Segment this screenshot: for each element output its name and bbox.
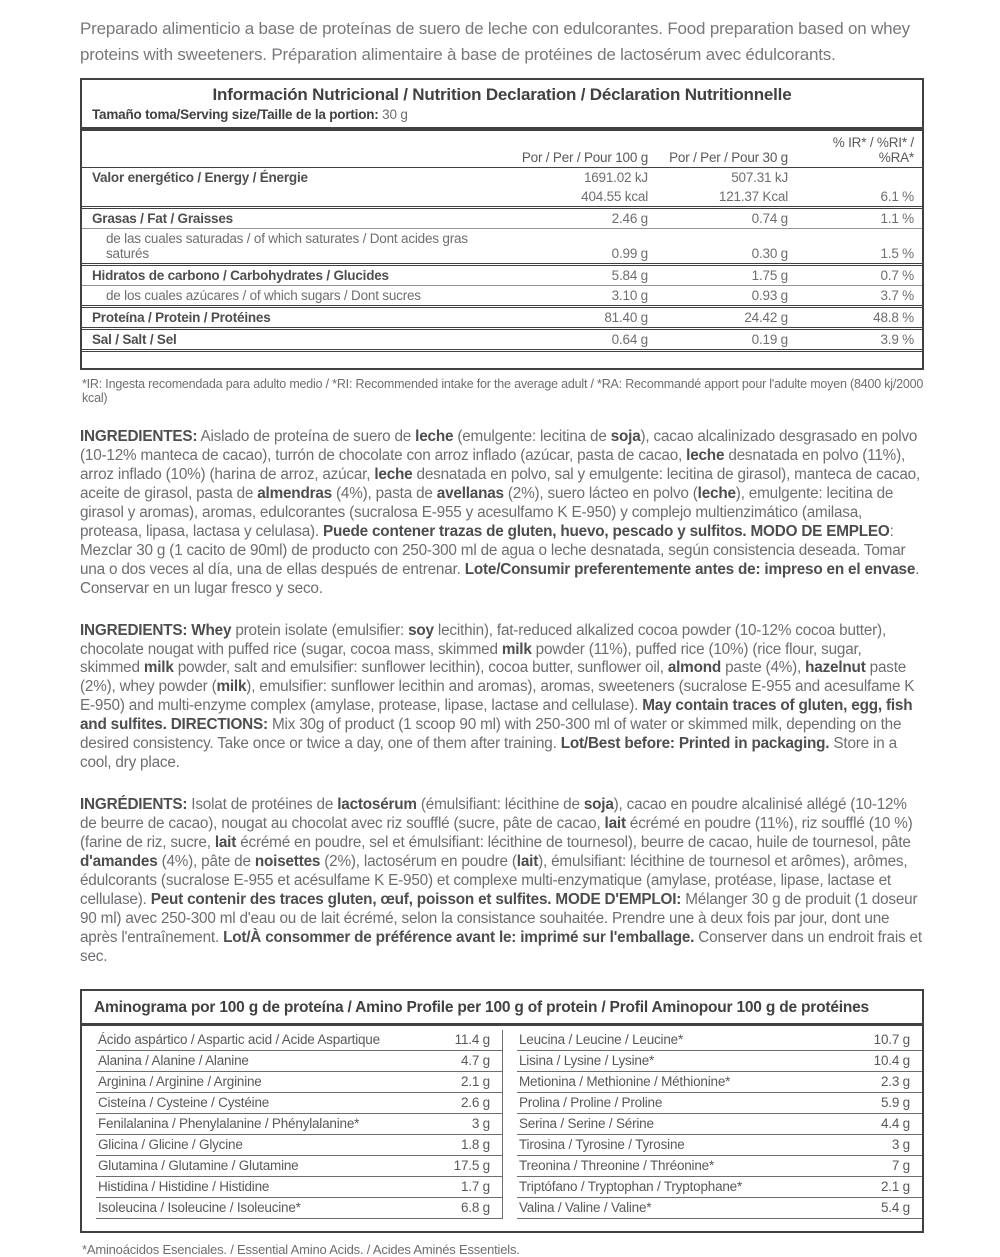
amino-columns [82, 1026, 922, 1231]
nutrient-value: 0.93 g [751, 288, 788, 303]
amino-name: Valina / Valine / Valine* [519, 1200, 652, 1216]
nutrient-value: 3.7 % [880, 288, 914, 303]
amino-row [96, 1030, 502, 1051]
amino-value: 3 g [471, 1116, 490, 1132]
essential-amino-footnote: *Aminoácidos Esenciales. / Essential Amino Acids. / Acides Aminés Essentiels. [82, 1241, 520, 1257]
amino-value: 1.7 g [460, 1179, 490, 1195]
amino-name: Glutamina / Glutamine / Glutamine [98, 1158, 299, 1174]
ingredients-en: INGREDIENTS: Whey protein isolate (emulsifier: soy lecithin), fat-reduced alkalized cocoa powder (10-12% cocoa butter), chocolate nougat with puffed rice (sugar, cocoa mass, skimmed milk powder (11%), puffed rice (10%) (rice flour, sugar, skimmed milk powder, salt and emulsifier: sunflower lecithin), cocoa butter, sunflower oil, almond paste (4%), hazelnut paste (2%), whey powder (milk), emulsifier: sunflower lecithin and aromas), aromas, sweeteners (sucralose E-955 and acesulfame K E-950) and multi-enzyme complex (amylase, protease, lipase, lactase and cellulase). May contain traces of gluten, egg, fish and sulfites. DIRECTIONS: Mix 30g of product (1 scoop 90 ml) with 250-300 ml of water or skimmed milk, depending on the desired consistency. Take once or twice a day, one of them after training. Lot/Best before: Printed in packaging. Store in a cool, dry place. [80, 621, 915, 772]
amino-name: Treonina / Threonine / Thréonine* [519, 1158, 715, 1174]
nutrition-table [80, 78, 924, 370]
amino-row [96, 1177, 502, 1198]
amino-row [517, 1093, 922, 1114]
nutrition-table-title: Información Nutricional / Nutrition Declaration / Déclaration Nutritionnelle [212, 85, 792, 104]
nutrient-value: 48.8 % [873, 310, 914, 325]
nutrient-value: 6.1 % [880, 189, 914, 204]
ingredients-fr: INGRÉDIENTS: Isolat de protéines de lactosérum (émulsifiant: lécithine de soja), cacao en poudre alcalinisé allégé (10-12% de beurre de cacao), nougat au chocolat avec riz soufflé (sucre, pâte de cacao, lait écrémé en poudre (11%), riz soufflé (10 %) (farine de riz, sucre, lait écrémé en poudre, sel et émulsifiant: lécithine de tournesol), beurre de cacao, huile de tournesol, pâte d'amandes (4%), pâte de noisettes (2%), lactosérum en poudre (lait), émulsifiant: lécithine de tournesol et arômes), arômes, édulcorants (sucralose E-955 et acésulfame K E-950) et complexe multi-enzymatique (amylase, protéase, lipase, lactase et cellulase). Peut contenir des traces gluten, œuf, poisson et sulfites. MODE D'EMPLOI: Mélanger 30 g de produit (1 doseur 90 ml) avec 250-300 ml d'eau ou de lait écrémé, selon la consistance souhaitée. Prendre une à deux fois par jour, dont une après l'entraînement. Lot/À consommer de préférence avant le: imprimé sur l'emballage. Conserver dans un endroit frais et sec. [80, 796, 922, 965]
amino-name: Triptófano / Tryptophan / Tryptophane* [519, 1179, 743, 1195]
nutrient-label: de las cuales saturadas / of which saturates / Dont acides gras saturés [106, 231, 468, 261]
amino-value: 4.4 g [880, 1116, 910, 1132]
amino-profile-table [80, 989, 924, 1233]
amino-column-left [82, 1030, 502, 1219]
nutrition-row [82, 327, 922, 349]
amino-name: Prolina / Proline / Proline [519, 1095, 663, 1111]
nutrient-value: 507.31 kJ [731, 170, 788, 185]
product-description: Preparado alimenticio a base de proteínas de suero de leche con edulcorantes. Food preparation based on whey proteins with sweeteners. Préparation alimentaire à base de protéines de lactosérum avec édulcorants. [80, 19, 910, 64]
nutrient-value: 81.40 g [604, 310, 648, 325]
amino-name: Metionina / Methionine / Méthionine* [519, 1074, 731, 1090]
amino-row [96, 1156, 502, 1177]
serving-size-label: Tamaño toma/Serving size/Taille de la portion: [92, 107, 379, 122]
nutrient-value: 404.55 kcal [581, 189, 648, 204]
amino-row [517, 1051, 922, 1072]
amino-row [96, 1051, 502, 1072]
amino-name: Isoleucina / Isoleucine / Isoleucine* [98, 1200, 301, 1216]
nutrient-value: 2.46 g [611, 211, 648, 226]
amino-value: 4.7 g [460, 1053, 490, 1069]
amino-row [517, 1177, 922, 1198]
nutrient-value: 0.19 g [751, 332, 788, 347]
nutrient-value: 5.84 g [611, 268, 648, 283]
amino-value: 2.1 g [880, 1179, 910, 1195]
nutrition-columns-header [82, 131, 922, 167]
nutrition-row [82, 187, 922, 206]
amino-row [517, 1156, 922, 1177]
nutrition-rows [82, 167, 922, 368]
amino-row [517, 1114, 922, 1135]
amino-value: 11.4 g [454, 1032, 490, 1048]
nutrient-value: 1.1 % [880, 211, 914, 226]
nutrient-label: Proteína / Protein / Protéines [92, 310, 271, 325]
amino-name: Alanina / Alanine / Alanine [98, 1053, 249, 1069]
nutrient-value: 0.7 % [880, 268, 914, 283]
amino-name: Leucina / Leucine / Leucine* [519, 1032, 684, 1048]
nutrient-value: 1.5 % [880, 246, 914, 261]
nutrition-row [82, 167, 922, 187]
amino-row [517, 1030, 922, 1051]
amino-value: 5.9 g [880, 1095, 910, 1111]
amino-name: Glicina / Glicine / Glycine [98, 1137, 243, 1153]
amino-row [96, 1072, 502, 1093]
amino-value: 3 g [891, 1137, 910, 1153]
serving-size-line [82, 107, 922, 131]
nutrient-value: 0.74 g [751, 211, 788, 226]
nutrient-label: Grasas / Fat / Graisses [92, 211, 233, 226]
nutrient-value: 0.30 g [751, 246, 788, 261]
nutrient-label: Sal / Salt / Sel [92, 332, 177, 347]
amino-row [517, 1198, 922, 1219]
amino-column-right [502, 1030, 922, 1219]
amino-value: 5.4 g [880, 1200, 910, 1216]
nutrient-value: 121.37 Kcal [718, 189, 788, 204]
amino-name: Arginina / Arginine / Arginine [98, 1074, 262, 1090]
amino-name: Lisina / Lysine / Lysine* [519, 1053, 655, 1069]
column-per-100g: Por / Per / Pour 100 g [521, 150, 648, 165]
amino-row [96, 1198, 502, 1219]
amino-name: Ácido aspártico / Aspartic acid / Acide Aspartique [98, 1032, 380, 1048]
amino-name: Tirosina / Tyrosine / Tyrosine [519, 1137, 685, 1153]
amino-name: Cisteína / Cysteine / Cystéine [98, 1095, 270, 1111]
nutrient-value: 1.75 g [751, 268, 788, 283]
column-per-30g: Por / Per / Pour 30 g [669, 150, 788, 165]
amino-value: 10.4 g [873, 1053, 910, 1069]
column-ri-percent: % IR* / %RI* / %RA* [832, 135, 914, 165]
ri-footnote: *IR: Ingesta recomendada para adulto medio / *RI: Recommended intake for the average adult / *RA: Recommandé apport pour l'adulte moyen (8400 kj/2000 kcal) [82, 377, 924, 405]
amino-row [96, 1114, 502, 1135]
ingredients-es: INGREDIENTES: Aislado de proteína de suero de leche (emulgente: lecitina de soja), cacao alcalinizado desgrasado en polvo (10-12% manteca de cacao), turrón de chocolate con arroz inflado (azúcar, pasta de cacao, leche desnatada en polvo (11%), arroz inflado (10%) (harina de arroz, azúcar, leche desnatada en polvo, sal y emulgente: lecitina de girasol), manteca de cacao, aceite de girasol, pasta de almendras (4%), pasta de avellanas (2%), suero lácteo en polvo (leche), emulgente: lecitina de girasol y aromas), aromas, edulcorantes (sucralosa E-955 y acesulfamo K E-950) y complejo multienzimático (amilasa, proteasa, lipasa, lactasa y celulasa). Puede contener trazas de gluten, huevo, pescado y sulfitos. MODO DE EMPLEO: Mezclar 30 g (1 cacito de 90ml) de producto con 250-300 ml de agua o leche desnatada, según consistencia deseada. Tomar una o dos veces al día, una de ellas después de entrenar. Lote/Consumir preferentemente antes de: impreso en el envase. Conservar en un lugar fresco y seco. [80, 428, 921, 597]
amino-row [96, 1093, 502, 1114]
amino-row [517, 1135, 922, 1156]
nutrition-row [82, 263, 922, 285]
nutrition-table-bottom-rule [82, 349, 922, 368]
amino-value: 6.8 g [460, 1200, 490, 1216]
serving-size-value: 30 g [382, 107, 408, 122]
nutrition-row [82, 228, 922, 263]
amino-name: Serina / Serine / Sérine [519, 1116, 654, 1132]
nutrient-value: 3.9 % [880, 332, 914, 347]
nutrition-row [82, 305, 922, 327]
nutrient-label: Hidratos de carbono / Carbohydrates / Glucides [92, 268, 389, 283]
nutrition-row [82, 285, 922, 305]
nutrient-label: de los cuales azúcares / of which sugars / Dont sucres [106, 288, 421, 303]
amino-row [517, 1072, 922, 1093]
amino-name: Fenilalanina / Phenylalanine / Phénylalanine* [98, 1116, 360, 1132]
nutrient-value: 24.42 g [744, 310, 788, 325]
amino-value: 2.1 g [460, 1074, 490, 1090]
nutrient-label: Valor energético / Energy / Énergie [92, 170, 308, 185]
amino-value: 2.6 g [460, 1095, 490, 1111]
amino-value: 2.3 g [880, 1074, 910, 1090]
amino-value: 17.5 g [453, 1158, 490, 1174]
nutrient-value: 3.10 g [611, 288, 648, 303]
amino-table-title: Aminograma por 100 g de proteína / Amino Profile per 100 g of protein / Profil Aminopour 100 g de protéines [82, 991, 922, 1026]
nutrient-value: 0.99 g [611, 246, 648, 261]
amino-value: 7 g [891, 1158, 910, 1174]
amino-value: 1.8 g [460, 1137, 490, 1153]
amino-name: Histidina / Histidine / Histidine [98, 1179, 270, 1195]
amino-value: 10.7 g [873, 1032, 910, 1048]
nutrition-row [82, 206, 922, 228]
nutrient-value: 0.64 g [611, 332, 648, 347]
amino-row [96, 1135, 502, 1156]
nutrient-value: 1691.02 kJ [583, 170, 648, 185]
